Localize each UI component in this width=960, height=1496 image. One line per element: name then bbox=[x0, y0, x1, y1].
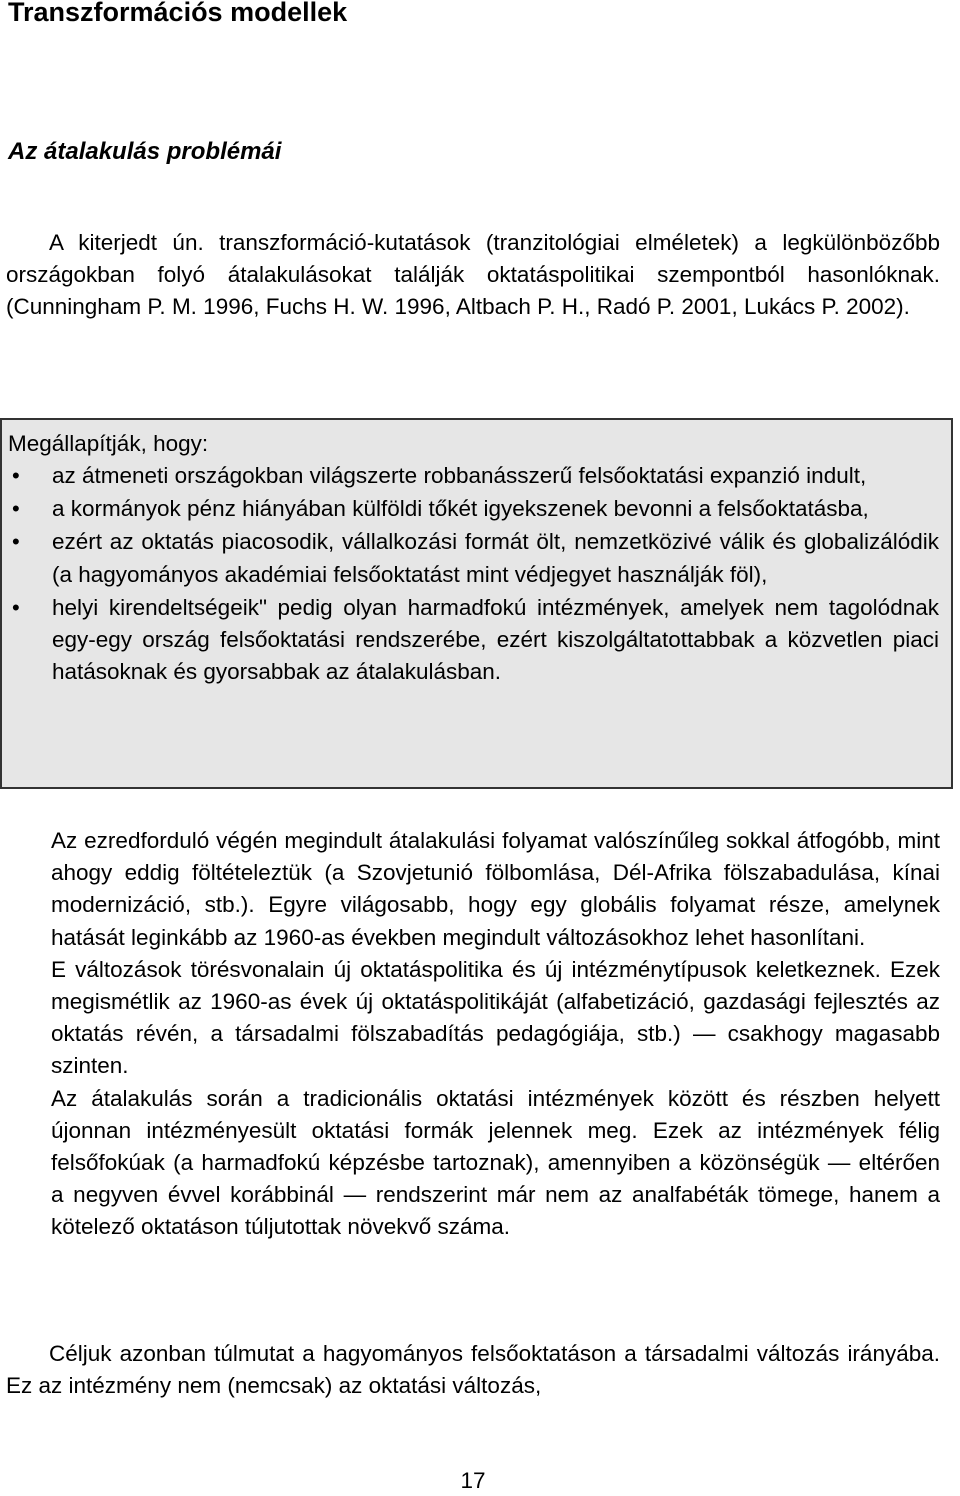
page-title: Transzformációs modellek bbox=[8, 0, 348, 27]
body-paragraph-part: Az ezredforduló végén megindult átalakulási folyamat valószínűleg sokkal átfogóbb, mint ahogy eddig föltételeztük (a Szovjetunió fölbomlása, Dél-Afrika fölszabadulása, kínai modernizáció, stb.). Egyre világosabb, hogy egy globális folyamat része, amelynek hatását leginkább az 1960-as években megindult változásokhoz lehet hasonlítani. bbox=[51, 828, 940, 950]
bullet-icon: • bbox=[12, 594, 20, 620]
intro-paragraph: A kiterjedt ún. transzformáció-kutatások (tranzitológiai elméletek) a legkülönbözőbb országokban folyó átalakulásokat találják oktatáspolitikai szempontból hasonlóknak. (Cunningham P. M. 1996, Fuchs H. W. 1996, Altbach P. H., Radó P. 2001, Lukács P. 2002). bbox=[6, 230, 940, 320]
closing-paragraph: Céljuk azonban túlmutat a hagyományos felsőoktatáson a társadalmi változás irányába. Ez az intézmény nem (nemcsak) az oktatási változás, bbox=[6, 1341, 940, 1399]
bullet-icon: • bbox=[12, 463, 20, 488]
list-item bbox=[2, 526, 951, 590]
findings-box bbox=[0, 418, 953, 789]
list-item bbox=[2, 592, 951, 689]
list-item-text: az átmeneti országokban világszerte robbanásszerű felsőoktatási expanzió indult, bbox=[52, 463, 867, 488]
bullet-icon: • bbox=[12, 496, 20, 522]
findings-list bbox=[2, 460, 951, 689]
body-paragraph bbox=[51, 825, 940, 1244]
list-item-text: a kormányok pénz hiányában külföldi tőkét igyekszenek bevonni a felsőoktatásba, bbox=[52, 496, 869, 522]
body-paragraph-part: E változások törésvonalain új oktatáspolitika és új intézménytípusok keletkeznek. Ezek megismétlik az 1960-as évek új oktatáspolitikáját (alfabetizáció, gazdasági fejlesztés az oktatás révén, a társadalmi fölszabadítás pedagógiája, stb.) — csakhogy magasabb szinten. bbox=[51, 956, 940, 1079]
findings-intro: Megállapítják, hogy: bbox=[8, 431, 209, 456]
list-item-text: ezért az oktatás piacosodik, vállalkozási formát ölt, nemzetközivé válik és globalizálódik (a hagyományos akadémiai felsőoktatást mint védjegyet használják föl), bbox=[52, 529, 939, 587]
list-item bbox=[2, 460, 951, 492]
page-number: 17 bbox=[460, 1468, 486, 1493]
section-subtitle: Az átalakulás problémái bbox=[8, 138, 282, 165]
list-item-text: helyi kirendeltségeik" pedig olyan harmadfokú intézmények, amelyek nem tagolódnak egy-egy ország felsőoktatási rendszerébe, ezért kiszolgáltatottabbak a közvetlen piaci hatásoknak és gyorsabbak az átalakulásban. bbox=[52, 594, 939, 685]
bullet-icon: • bbox=[12, 529, 20, 555]
list-item bbox=[2, 493, 951, 525]
body-paragraph-part: Az átalakulás során a tradicionális oktatási intézmények között és részben helyett újonnan intézményesült oktatási formák jelennek meg. Ezek az intézmények félig felsőfokúak (a harmadfokú képzésbe tartoznak), amennyiben a közönségük — eltérően a negyven évvel korábbinál — rendszerint már nem az analfabéták tömege, hanem a kötelező oktatáson túljutottak növekvő száma. bbox=[51, 1085, 940, 1240]
